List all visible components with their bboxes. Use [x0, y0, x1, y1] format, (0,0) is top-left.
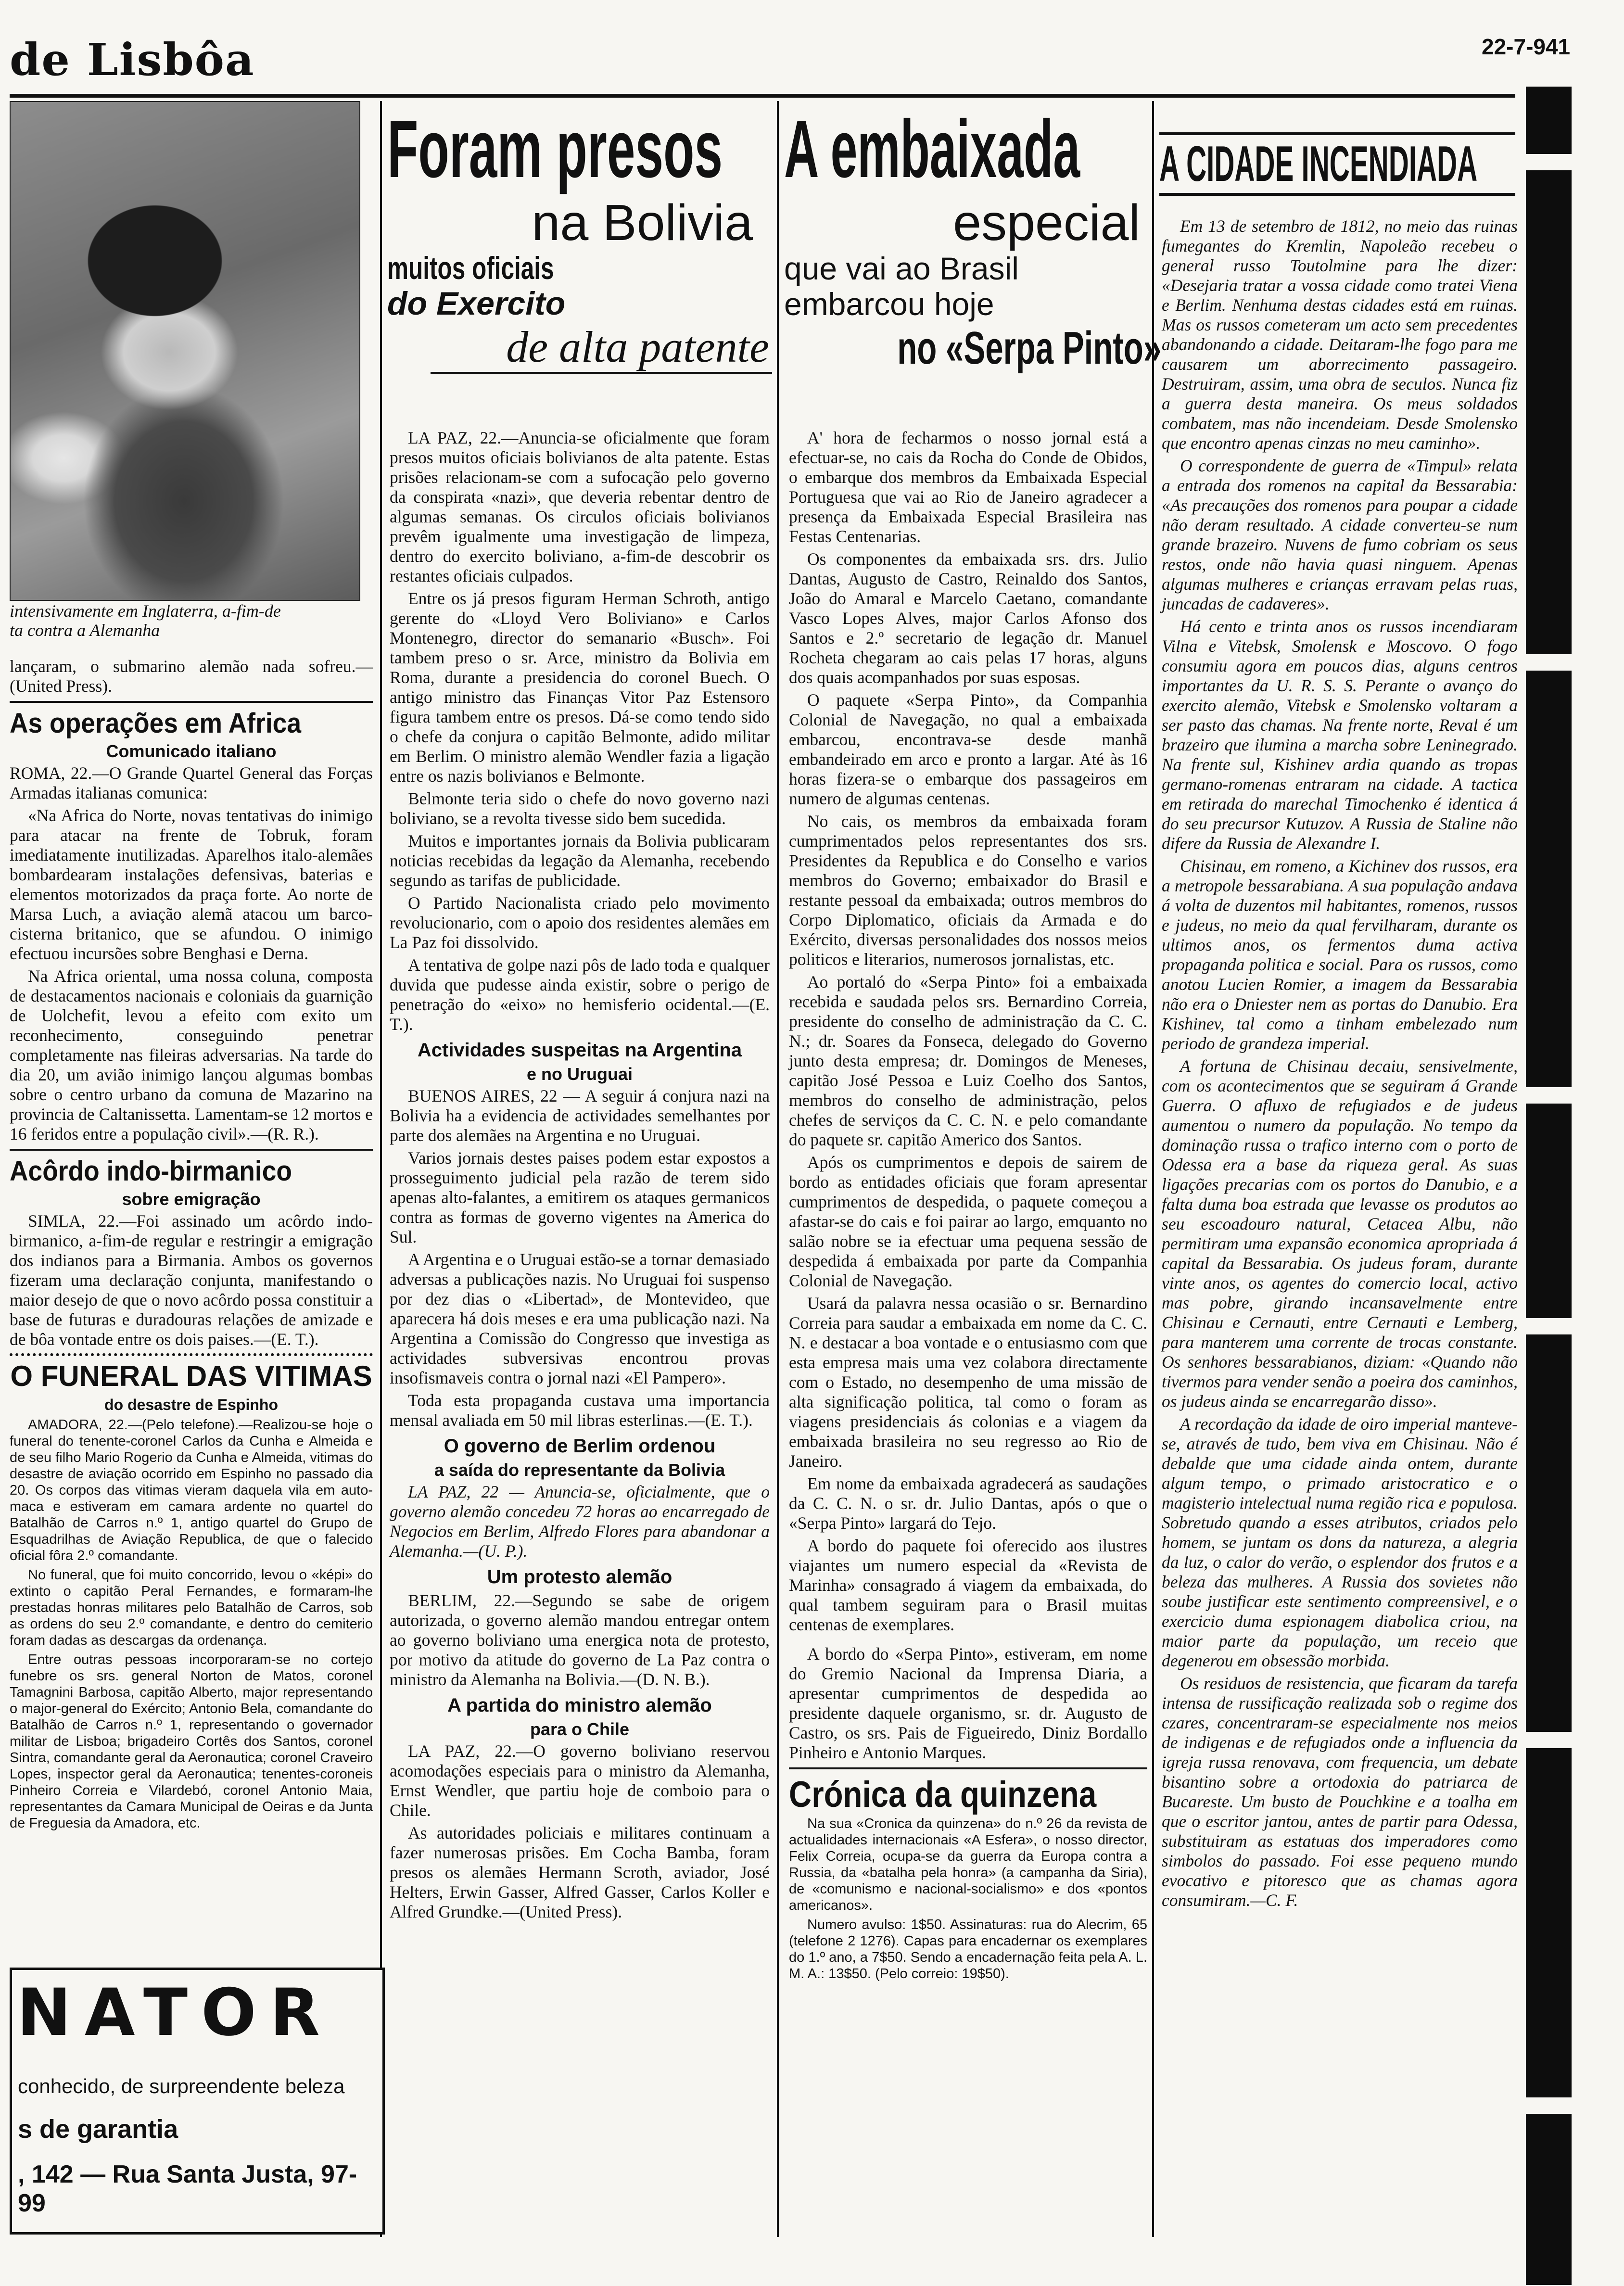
headline-line: de alta patente [431, 322, 772, 374]
paragraph: Entre outras pessoas incorporaram-se no cortejo funebre os srs. general Norton de Matos, coronel Tamagnini Barbosa, capitão Alberto, major representando o major-general do Exército; Antonio Bela, comandante do Batalhão de Carros n.º 1, representando o governador militar de Lisboa; brigadeiro Cortês dos Santos, coronel Sintra, comandante geral da Aeronautica; coronel Craveiro Lopes, inspector geral da Aeronautica; tenentes-coroneis Pinheiro Correia e Vilardebó, coronel Antonio Maia, representantes da Camara Municipal de Oeiras e da Junta de Freguesia da Amadora, etc. [10, 1652, 373, 1831]
paragraph: A bordo do «Serpa Pinto», estiveram, em nome do Gremio Nacional da Imprensa Diaria, a apresentar cumprimentos de despedida ao presidente daquele organismo, sr. dr. Augusto de Castro, os srs. Pais de Figueiredo, Diniz Bordallo Pinheiro e Antonio Marques. [789, 1644, 1147, 1762]
paragraph: Após os cumprimentos e depois de sairem de bordo as entidades oficiais que foram apresentar cumprimentos de despedida, o paquete começou a afastar-se do cais e foi pairar ao largo, emquanto no salão nobre se ia efectuar uma pequena sessão de despedida á embaixada por parte da Companhia Colonial de Navegação. [789, 1153, 1147, 1290]
ad-line: conhecido, de surpreendente beleza [18, 2075, 345, 2097]
paragraph: BUENOS AIRES, 22 — A seguir á conjura nazi na Bolivia ha a evidencia de actividades semelhantes por parte dos alemães na Argentina e no Uruguai. [390, 1086, 770, 1145]
ad-address: , 142 — Rua Santa Justa, 97-99 [18, 2160, 357, 2217]
indo-title: Acôrdo indo-birmanico [10, 1156, 292, 1187]
paragraph: Toda esta propaganda custava uma importancia mensal avaliada em 50 mil libras esterlinas.—(E. T.). [390, 1391, 770, 1430]
paragraph: Em 13 de setembro de 1812, no meio das ruinas fumegantes do Kremlin, Napoleão recebeu o general russo Toutolmine para lhe dizer: «Desejaria tratar a vossa cidade como tratei Viena e Berlim. Nenhuma destas cidades está em ruinas. Mas os russos cometeram um acto sem precedentes abandonando a cidade. Deitaram-lhe fogo para me causarem um aborrecimento passageiro. Destruiram, assim, uma obra de seculos. Nunca fiz a guerra desta maneira. Os meus soldados combatem, mas não incendeiam. Desde Smolensko que encontro apenas cinzas no meu caminho». [1162, 216, 1518, 453]
berlim-title: O governo de Berlim ordenou [444, 1435, 716, 1457]
paragraph: No cais, os membros da embaixada foram cumprimentados pelos representantes dos srs. Presidentes da Republica e do Conselho e varios membros do Governo; embaixador do Brasil e restante pessoal da embaixada; outros membros do Corpo Diplomatico, oficiais da Armada e do Exército, diversas personalidades dos nossos meios politicos e literarios, numerosos jornalistas, etc. [789, 812, 1147, 969]
paragraph: Os residuos de resistencia, que ficaram da tarefa intensa de russificação realizada sob o regime dos czares, concentraram-se especialmente nos meios de indigenas e de refugiados onde a influencia da igreja russa renovava, com frequencia, um debate bisantino sobre a ortodoxia do patriarca de Bucareste. Um busto de Pouchkine e a toalha em que o escritor jantou, antes de partir para Odessa, substituiram as estatuas dos imperadores como simbolos do passado. Foi esse pequeno mundo evocativo e pitoresco que as chamas agora consumiram.—C. F. [1162, 1674, 1518, 1910]
column-1 [10, 657, 373, 1834]
paragraph: Varios jornais destes paises podem estar expostos a prosseguimento judicial pela razão de terem sido apenas alto-falantes, a emitirem os ataques germanicos contra as formas de governo vigentes na America do Sul. [390, 1148, 770, 1246]
headline: Foram presos [387, 103, 723, 195]
protesto-title: Um protesto alemão [487, 1566, 672, 1588]
headline-line: na Bolivia [532, 194, 753, 251]
headline-line: embarcou hoje [784, 286, 994, 322]
bolivia-headline-block [387, 103, 772, 374]
headline-line: no «Serpa Pinto» [897, 322, 1162, 374]
paragraph: Belmonte teria sido o chefe do novo governo nazi boliviano, se a revolta tivesse sido bem sucedida. [390, 789, 770, 828]
paragraph: O paquete «Serpa Pinto», da Companhia Colonial de Navegação, no qual a embaixada embarcou, encontrava-se desde manhã embandeirado em arco e pronto a largar. Até às 16 horas fizera-se o embarque dos passageiros em numero de algumas centenas. [789, 690, 1147, 808]
paragraph: Chisinau, em romeno, a Kichinev dos russos, era a metropole bessarabiana. A sua população andava á volta de duzentos mil habitantes, romenos, russos e judeus, no meio da qual fervilharam, durante os ultimos anos, os fermentos duma activa propaganda politica e social. Para os russos, como anotou Lucien Romier, a imagem da Bessarabia não era o Dniester nem as portas do Danubio. Era Kishinev, tal como a tinham embelezado num periodo de grandeza imperial. [1162, 856, 1518, 1053]
column-2 [390, 428, 770, 1925]
headline: A embaixada [784, 103, 1080, 195]
paragraph: As autoridades policiais e militares continuam a fazer numerosas prisões. Em Cocha Bamba, foram presos os alemães Hermann Scroth, aviador, José Helters, Erwin Gasser, Alfred Gasser, Carlos Koller e Alfred Grundke.—(United Press). [390, 1823, 770, 1921]
paragraph: LA PAZ, 22 — Anuncia-se, oficialmente, que o governo alemão concedeu 72 horas ao encarregado de Negocios em Berlim, Alfredo Flores para abandonar a Alemanha.—(U. P.). [390, 1482, 770, 1561]
cidade-headline-block [1159, 132, 1515, 196]
top-rule [10, 94, 1515, 98]
paragraph: Entre os já presos figuram Herman Schroth, antigo gerente do «Lloyd Vero Boliviano» e Carlos Montenegro, director do semanario «Busch». Foi tambem preso o sr. Arce, ministro da Bolivia em Roma, durante a presidencia do coronel Buech. O antigo ministro das Finanças Vitor Paz Estensoro figura tambem entre os presos. Dá-se como tendo sido o chefe da conjura o capitão Belmonte, adido militar em Berlim. O ministro alemão Wendler fazia a ligação entre os nazis bolivianos e Belmonte. [390, 589, 770, 786]
ad-line: s de garantia [18, 2115, 178, 2144]
paragraph: LA PAZ, 22.—Anuncia-se oficialmente que foram presos muitos oficiais bolivianos de alta patente. Estas prisões relacionam-se com a sufocação pelo governo da conspirata «nazi», que deveria rebentar dentro de algumas semanas. Os circulos oficiais bolivianos prevêm igualmente uma investigação de limpeza, dentro do exercito boliviano, a-fim-de descobrir os restantes oficiais culpados. [390, 428, 770, 585]
embaixada-headline-block [784, 103, 1162, 375]
funeral-title: O FUNERAL DAS VITIMAS [10, 1360, 372, 1392]
indo-subtitle: sobre emigração [122, 1189, 261, 1209]
paragraph: Ao portaló do «Serpa Pinto» foi a embaixada recebida e saudada pelos srs. Bernardino Correia, presidente do conselho de administração da C. C. N.; dr. Soares da Fonseca, delegado do Governo junto desta empresa; dr. Domingos de Meneses, capitão José Pessoa e Luiz Coelho dos Santos, membros do conselho de administração, pelos chefes de serviços da C. C. N. e pelo comandante do paquete sr. capitão Americo dos Santos. [789, 972, 1147, 1149]
paragraph: A fortuna de Chisinau decaiu, sensivelmente, com os acontecimentos que se seguiram á Grande Guerra. O afluxo de refugiados e de judeus aumentou o numero da população. No tempo da dominação russa o trafico interno com o porto de Odessa era a base da riqueza geral. As suas ligações precarias com os portos do Danubio, e a falta duma boa estrada que levasse os produtos ao seu escoadouro natural, Cetacea Albu, não permitiram uma expansão economica apropriada á capital da Bessarabia. Os judeus foram, durante vinte anos, os agentes do comercio local, activo mas pobre, girando incansavelmente entre Chisinau e Cernauti, entre Cernauti e Lemberg, para manterem uma corrente de trocas constante. Os senhores bessarabianos, diziam: «Quando não tivermos para vender senão a poeira dos caminhos, os judeus ainda se encarregarão disso». [1162, 1056, 1518, 1411]
intro-text: lançaram, o submarino alemão nada sofreu.—(United Press). [10, 657, 373, 696]
headline-line: especial [953, 194, 1140, 251]
argentina-title: Actividades suspeitas na Argentina [417, 1040, 742, 1061]
paragraph: No funeral, que foi muito concorrido, levou o «képi» do extinto o capitão Peral Fernandes, e formaram-lhe prestadas honras militares pelo Batalhão de Carros, sob as ordens do seu 2.º comandante, e dentro do cemiterio foram dadas as descargas da ordenança. [10, 1567, 373, 1648]
paragraph: A bordo do paquete foi oferecido aos ilustres viajantes um numero especial da «Revista de Marinha» consagrado á viagem da embaixada, do qual tambem seguiram para o Brasil muitas centenas de exemplares. [789, 1536, 1147, 1634]
issue-date: 22-7-941 [1482, 34, 1571, 59]
partida-subtitle: para o Chile [530, 1719, 630, 1739]
paragraph: O Partido Nacionalista criado pelo movimento revolucionario, com o apoio dos residentes alemães em La Paz foi dissolvido. [390, 893, 770, 952]
headline-line: que vai ao Brasil [784, 251, 1019, 286]
paragraph: Os componentes da embaixada srs. drs. Julio Dantas, Augusto de Castro, Reinaldo dos Santos, João do Amaral e Marcelo Caetano, comandante Vasco Lopes Alves, major Carlos Afonso dos Santos e 2.º secretario de legação dr. Manuel Rocheta chegaram ao cais pelas 17 horas, alguns dos quais acompanhados por suas esposas. [789, 549, 1147, 687]
paragraph: A Argentina e o Uruguai estão-se a tornar demasiado adversas a publicações nazis. No Uruguai foi suspenso por dez dias o «Libertad», de Montevideo, que aparecera há dois meses e era uma publicação nazi. Na Argentina a Comissão do Congresso que investiga as actividades subversivas encontrou provas insofismaveis contra o jornal nazi «El Pampero». [390, 1250, 770, 1387]
masthead-title: de Lisbôa [10, 34, 255, 86]
column-rule [380, 101, 382, 2237]
paragraph: A' hora de fecharmos o nosso jornal está a efectuar-se, no cais da Rocha do Conde de Obidos, o embarque dos membros da Embaixada Especial Portuguesa que vai ao Rio de Janeiro agradecer a presença da Embaixada Especial Brasileira nas Festas Centenarias. [789, 428, 1147, 546]
paragraph: Muitos e importantes jornais da Bolivia publicaram noticias recebidas da legação da Alemanha, recebendo segundo as tarifas de publicidade. [390, 831, 770, 890]
column-4 [1162, 216, 1518, 1913]
headline-line: do Exercito [387, 285, 566, 322]
paragraph: Na sua «Cronica da quinzena» do n.º 26 da revista de actualidades internacionais «A Esfera», o nosso director, Felix Correia, ocupa-se da guerra da Europa contra a Russia, da «batalha pela honra» (a campanha da Siria), de «comunismo e nacional-socialismo» e dos «pontos americanos». [789, 1816, 1147, 1913]
soldier-photo-icon [10, 101, 360, 601]
paragraph: Na Africa oriental, uma nossa coluna, composta de destacamentos nacionais e coloniais da guarnição de Uolchefit, levou a efeito com exito um reconhecimento, conseguindo penetrar completamente nas fileiras adversarias. Na tarde do dia 20, um avião inimigo lançou algumas bombas sobre o centro urbano da comuna de Mazarino na provincia de Caltanissetta. Lamentam-se 12 mortos e 16 feridos entre a população civil».—(R. R.). [10, 966, 373, 1143]
ad-brand: NATOR [17, 1975, 333, 2050]
berlim-subtitle: a saída do representante da Bolivia [434, 1460, 725, 1480]
africa-subtitle: Comunicado italiano [106, 741, 277, 761]
headline: A CIDADE INCENDIADA [1159, 136, 1478, 192]
column-rule [1152, 101, 1154, 2237]
africa-title: As operações em Africa [10, 708, 302, 739]
funeral-subtitle: do desastre de Espinho [104, 1396, 278, 1413]
paragraph: SIMLA, 22.—Foi assinado um acôrdo indo-birmanico, a-fim-de regular e restringir a emigração dos indianos para a Birmania. Ambos os governos fizeram uma declaração conjunta, manifestando o maior desejo de que o novo acôrdo possa constituir a base de futuras e duradouras relações de amizade e de bôa vontade entre os dois paises.—(E. T.). [10, 1211, 373, 1349]
paragraph: Usará da palavra nessa ocasião o sr. Bernardino Correia para saudar a embaixada em nome da C. C. N. e destacar a boa vontade e o entusiasmo com que esta empresa mais uma vez colabora directamente com o Estado, no desempenho de uma missão de alta significação politica, tal como o foram as viagens presidenciais ás colonias e a viagem da embaixada brasileira no seu regresso ao Rio de Janeiro. [789, 1294, 1147, 1471]
paragraph: BERLIM, 22.—Segundo se sabe de origem autorizada, o governo alemão mandou entregar ontem ao governo boliviano uma energica nota de protesto, por motivo da atitude do governo de La Paz contra o ministro da Alemanha na Bolivia.—(D. N. B.). [390, 1591, 770, 1689]
headline-line: muitos oficiais [387, 250, 554, 286]
paragraph: AMADORA, 22.—(Pelo telefone).—Realizou-se hoje o funeral do tenente-coronel Carlos da Cunha e Almeida e de seu filho Mario Rogerio da Cunha e Almeida, vitimas do desastre de aviação ocorrido em Espinho no passado dia 20. Os corpos das vitimas vieram daquela vila em auto-maca e estiveram em camara ardente no quartel do Batalhão de Carros n.º 1, antigo quartel do Grupo de Esquadrilhas de Aviação Republica, de que o falecido oficial fôra 2.º comandante. [10, 1417, 373, 1563]
column-3 [789, 428, 1147, 1985]
paragraph: «Na Africa do Norte, novas tentativas do inimigo para atacar na frente de Tobruk, foram imediatamente inutilizadas. Aparelhos italo-alemães bombardearam instalações defensivas, baterias e elementos motorizados da praça forte. Ao norte de Marsa Luch, a aviação alemã atacou um barco-cisterna britanico, que se afundou. O inimigo efectuou incursões sobre Benghasi e Derna. [10, 806, 373, 963]
photo-caption: intensivamente em Inglaterra, a-fim-de ta contra a Alemanha [10, 601, 281, 640]
cronica-title: Crónica da quinzena [789, 1774, 1097, 1815]
column-rule [777, 101, 779, 2237]
partida-title: A partida do ministro alemão [447, 1695, 712, 1716]
paragraph: A recordação da idade de oiro imperial manteve-se, através de tudo, bem viva em Chisinau. Não é debalde que uma cidade ainda ontem, durante algum tempo, o primado aristocratico e o magisterio intelectual numa região rica e populosa. Sobretudo quando a esses atributos, criados pelo homem, se juntam os dons da natureza, a alegria da luz, o calor do verão, o esplendor dos frutos e a beleza das mulheres. A Russia dos sovietes não soube justificar este sentimento compreensivel, e o exercicio duma espionagem diabolica criou, na maior parte da população, um receio que degenerou em obsessão morbida. [1162, 1414, 1518, 1670]
argentina-subtitle: e no Uruguai [526, 1064, 633, 1084]
advertisement [10, 1968, 385, 2235]
paragraph: ROMA, 22.—O Grande Quartel General das Forças Armadas italianas comunica: [10, 763, 373, 802]
paragraph: O correspondente de guerra de «Timpul» relata a entrada dos romenos na capital da Bessarabia: «As precauções dos romenos para poupar a cidade não deram resultado. A cidade converteu-se num grande brazeiro. Nuvens de fumo cobriam os seus restos, onde não havia quasi ninguem. Apenas algumas mulheres e crianças erravam pelas ruas, juncadas de cadaveres». [1162, 456, 1518, 613]
paragraph: Em nome da embaixada agradecerá as saudações da C. C. N. o sr. dr. Julio Dantas, após o que o «Serpa Pinto» largará do Tejo. [789, 1474, 1147, 1533]
paragraph: Há cento e trinta anos os russos incendiaram Vilna e Vitebsk, Smolensk e Moscovo. O fogo consumiu agora em poucos dias, alguns centros importantes da U. R. S. S. Perante o avanço do exercito alemão, Vitebsk e Smolensko voltaram a ser pasto das chamas. Na frente norte, Reval é um brazeiro que ilumina a marcha sobre Leninegrado. Na frente sul, Kishinev ardia quando as tropas germano-romenas entraram na cidade. A tactica em retirada do marechal Timochenko é identica á do seu precursor Kutuzov. A Russia de Staline não difere da Russia de Alexandre I. [1162, 617, 1518, 853]
paragraph: Numero avulso: 1$50. Assinaturas: rua do Alecrim, 65 (telefone 2 1276). Capas para encadernar os exemplares do 1.º ano, a 7$50. Sendo a encadernação feita pela A. L. M. A.: 13$50. (Pelo correio: 19$50). [789, 1917, 1147, 1981]
paragraph: LA PAZ, 22.—O governo boliviano reservou acomodações especiais para o ministro da Alemanha, Ernst Wendler, que partiu hoje de comboio para o Chile. [390, 1741, 770, 1820]
paragraph: A tentativa de golpe nazi pôs de lado toda e qualquer duvida que pudesse ainda existir, sobre o perigo de penetração do «eixo» no hemisferio ocidental.—(E. T.). [390, 955, 770, 1034]
right-margin-bar [1526, 87, 1572, 2285]
